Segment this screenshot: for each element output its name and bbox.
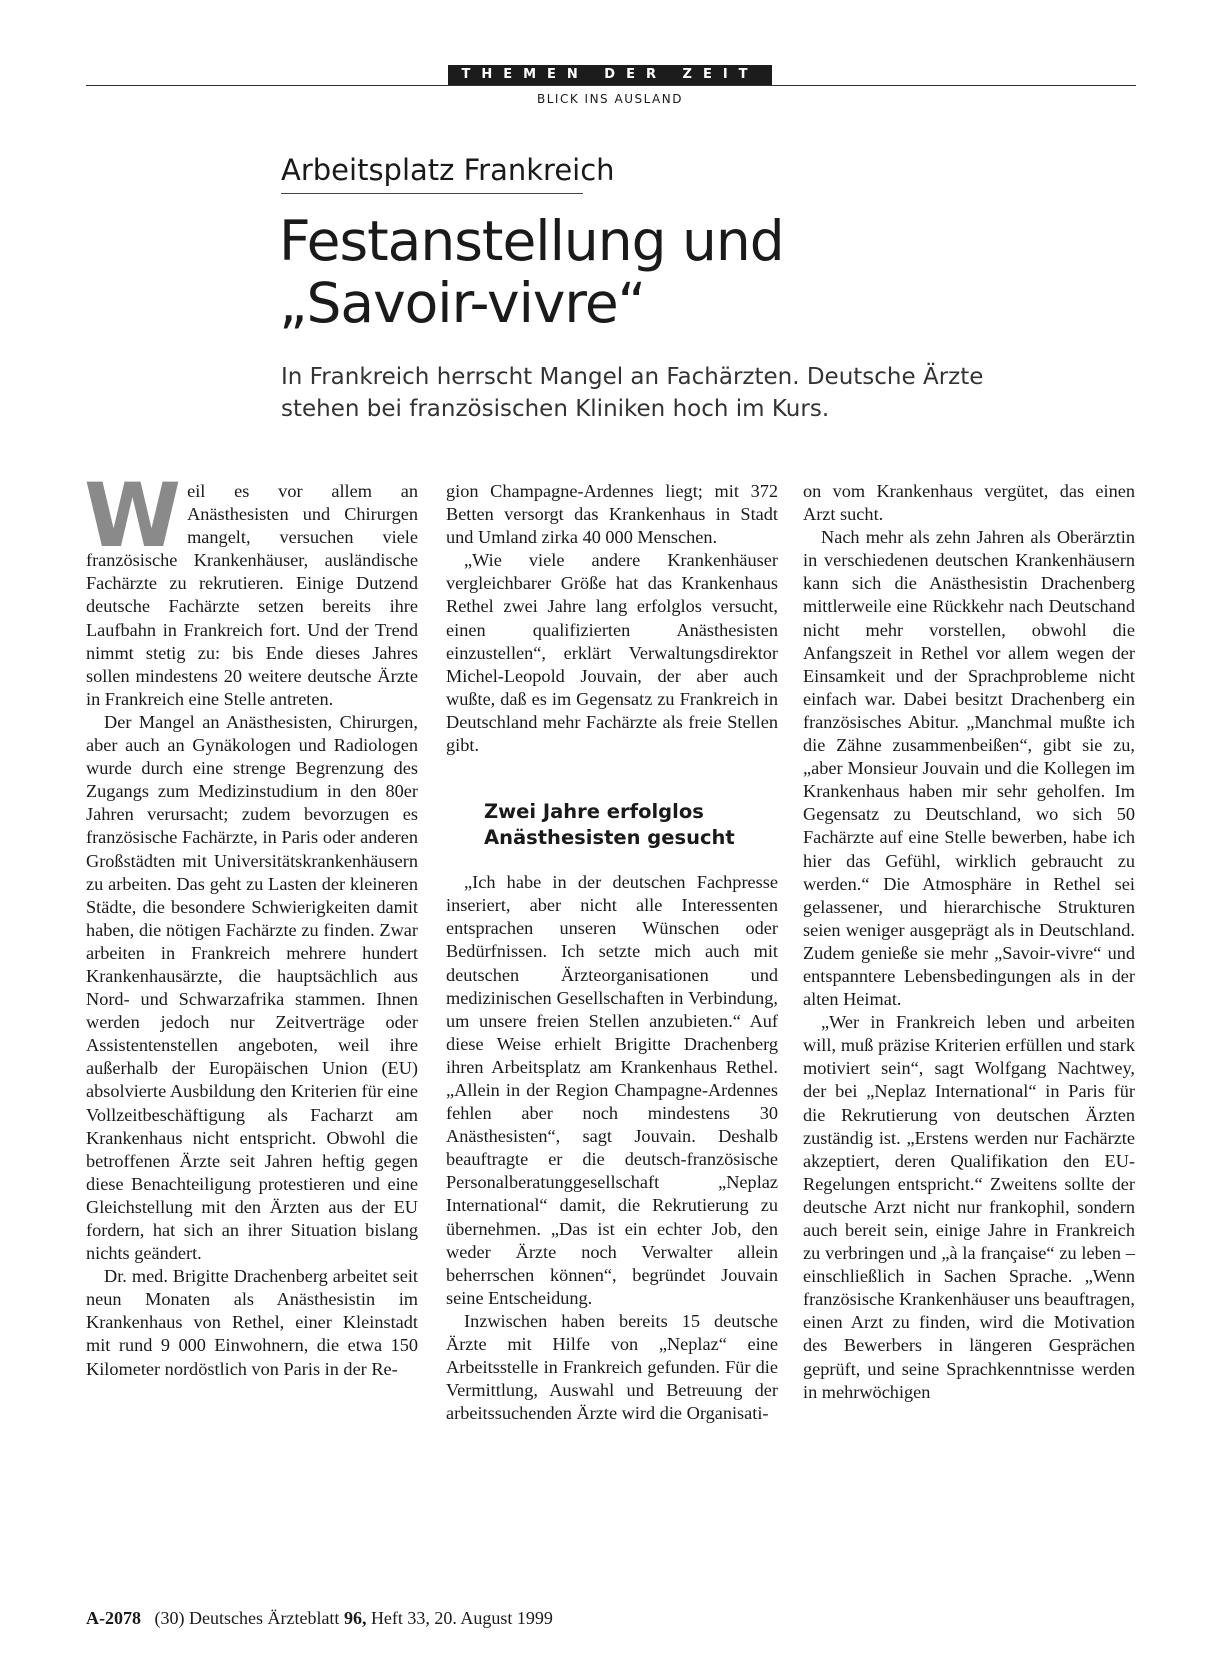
paragraph: „Wer in Frankreich leben und arbeiten will, muß präzise Kriterien erfüllen und stark motiviert sein“, sagt Wolfgang Nachtwey, der bei „Neplaz International“ in Paris für die Rekrutierung von deutschen Ärzten zuständig ist. „Erstens werden nur Fachärzte akzeptiert, deren Qualifikation den EU-Regelungen entspricht.“ Zweitens sollte der deutsche Arzt nicht nur frankophil, sondern auch bereit sein, einige Jahre in Frankreich zu verbringen und „à la française“ zu leben – einschließlich in Sachen Sprache. „Wenn französische Krankenhäuser uns beauftragen, einen Arzt zu finden, wird die Motivation des Bewerbers in längeren Gesprächen geprüft, und seine Sprachkenntnisse werden in mehrwöchigen xyxy=(803,1012,1135,1402)
kicker-underline xyxy=(281,193,583,194)
text-column-2 xyxy=(446,480,778,1425)
text-column-3 xyxy=(803,480,1135,1404)
journal-name: (30) Deutsches Ärzteblatt xyxy=(154,1608,340,1628)
paragraph-text: eil es vor allem an Anästhesisten und Chirurgen mangelt, versuchen viele französische Krankenhäuser, ausländische Fachärzte zu rekrutieren. Einige Dutzend deutsche Fachärzte setzen bereits ihre Laufbahn in Frankreich fort. Und der Trend nimmt stetig zu: bis Ende dieses Jahres sollen mindestens 20 weitere deutsche Ärzte in Frankreich eine Stelle antreten. xyxy=(86,481,418,709)
paragraph: „Ich habe in der deutschen Fachpresse inseriert, aber nicht alle Interessenten entsprachen unseren Wünschen oder Bedürfnissen. Ich setzte mich auch mit deutschen Ärzteorganisationen und medizinischen Gesellschaften in Verbindung, um unsere freien Stellen anzubieten.“ Auf diese Weise erhielt Brigitte Drachenberg ihren Arbeitsplatz am Krankenhaus Rethel. „Allein in der Region Champagne-Ardennes fehlen aber noch mindestens 30 Anästhesisten“, sagt Jouvain. Deshalb beauftragte er die deutsch-französische Personalberatunggesellschaft „Neplaz International“ damit, die Rekrutierung zu übernehmen. „Das ist ein echter Job, den weder Ärzte noch Verwalter allein beherrschen können“, begründet Jouvain seine Entscheidung. xyxy=(446,872,778,1308)
paragraph: Der Mangel an Anästhesisten, Chirurgen, aber auch an Gynäkologen und Radiologen wurde durch eine strenge Begrenzung des Zugangs zum Medizinstudium in den 80er Jahren verursacht; zudem bevorzugen es französische Fachärzte, in Paris oder anderen Großstädten mit Universitätskrankenhäusern zu arbeiten. Das geht zu Lasten der kleineren Städte, die besondere Schwierigkeiten damit haben, die nötigen Fachärzte zu finden. Zwar arbeiten in Frankreich mehrere hundert Krankenhausärzte, die hauptsächlich aus Nord- und Schwarzafrika stammen. Ihnen werden jedoch nur Zeitverträge oder Assistentenstellen angeboten, weil ihre außerhalb der Europäischen Union (EU) absolvierte Ausbildung den Kriterien für eine Vollzeitbeschäftigung als Facharzt am Krankenhaus nicht entspricht. Obwohl die betroffenen Ärzte seit Jahren heftig gegen diese Benachteiligung protestieren und eine Gleichstellung mit den Ärzten aus der EU fordern, hat sich an ihrer Situation bislang nichts geändert. xyxy=(86,711,418,1264)
paragraph: Dr. med. Brigitte Drachenberg arbeitet seit neun Monaten als Anästhesistin im Krankenhaus von Rethel, einer Kleinstadt mit rund 9 000 Einwohnern, die etwa 150 Kilometer nordöstlich von Paris in der Re- xyxy=(86,1266,418,1379)
paragraph: Nach mehr als zehn Jahren als Oberärztin in verschiedenen deutschen Krankenhäusern kann sich die Anästhesistin Drachenberg mittlerweile eine Rückkehr nach Deutschand nicht mehr vorstellen, obwohl die Anfangszeit in Rethel vor allem wegen der Einsamkeit und der Sprachprobleme nicht einfach war. Dabei besitzt Drachenberg ein französisches Abitur. „Manchmal mußte ich die Zähne zusammenbeißen“, gibt sie zu, „aber Monsieur Jouvain und die Kollegen im Krankenhaus haben mir sehr geholfen. Im Gegensatz zu Deutschland, wo sich 50 Fachärzte auf eine Stelle bewerben, habe ich hier das Gefühl, wirklich gebraucht zu werden.“ Die Atmosphäre in Rethel sei gelassener, und hierarchische Strukturen seien weniger ausgeprägt als in Deutschland. Zudem genieße sie mehr „Savoir-vivre“ und entspanntere Lebensbedingungen als in der alten Heimat. xyxy=(803,527,1135,1010)
deck-line-2: stehen bei französischen Kliniken hoch im Kurs. xyxy=(281,396,830,422)
subheading-line-2: Anästhesisten gesucht xyxy=(484,826,735,850)
paragraph: on vom Krankenhaus vergütet, das einen Arzt sucht. xyxy=(803,481,1135,525)
section-banner: THEMEN DER ZEIT xyxy=(448,65,772,85)
article-headline xyxy=(279,210,1179,334)
drop-cap: W xyxy=(84,464,182,567)
subsection-label: BLICK INS AUSLAND xyxy=(537,92,683,106)
headline-line-1: Festanstellung und xyxy=(279,209,784,273)
subheading-line-1: Zwei Jahre erfolglos xyxy=(484,800,704,824)
page-code: A-2078 xyxy=(86,1608,141,1628)
paragraph: „Wie viele andere Krankenhäuser vergleichbarer Größe hat das Krankenhaus Rethel zwei Jahre lang erfolglos versucht, einen qualifizierten Anästhesisten einzustellen“, erklärt Verwaltungsdirektor Michel-Leopold Jouvain, der aber auch wußte, daß es im Gegensatz zu Frankreich in Deutschland mehr Fachärzte als freie Stellen gibt. xyxy=(446,550,778,756)
headline-line-2: „Savoir-vivre“ xyxy=(279,271,646,335)
paragraph: Inzwischen haben bereits 15 deutsche Ärzte mit Hilfe von „Neplaz“ eine Arbeitsstelle in Frankreich gefunden. Für die Vermittlung, Auswahl und Betreuung der arbeitssuchenden Ärzte wird die Organisati- xyxy=(446,1310,778,1424)
section-subheading xyxy=(484,799,778,851)
paragraph: gion Champagne-Ardennes liegt; mit 372 Betten versorgt das Krankenhaus in Stadt und Umland zirka 40 000 Menschen. xyxy=(446,481,778,548)
article-kicker: Arbeitsplatz Frankreich xyxy=(281,153,615,187)
volume-number: 96, xyxy=(343,1608,367,1628)
header-rule xyxy=(86,85,1136,86)
page-footer xyxy=(86,1608,553,1629)
paragraph xyxy=(84,464,418,711)
deck-line-1: In Frankreich herrscht Mangel an Fachärzten. Deutsche Ärzte xyxy=(281,364,984,390)
text-column-1 xyxy=(84,464,418,1381)
issue-date: Heft 33, 20. August 1999 xyxy=(370,1608,553,1628)
article-deck xyxy=(281,361,1181,425)
